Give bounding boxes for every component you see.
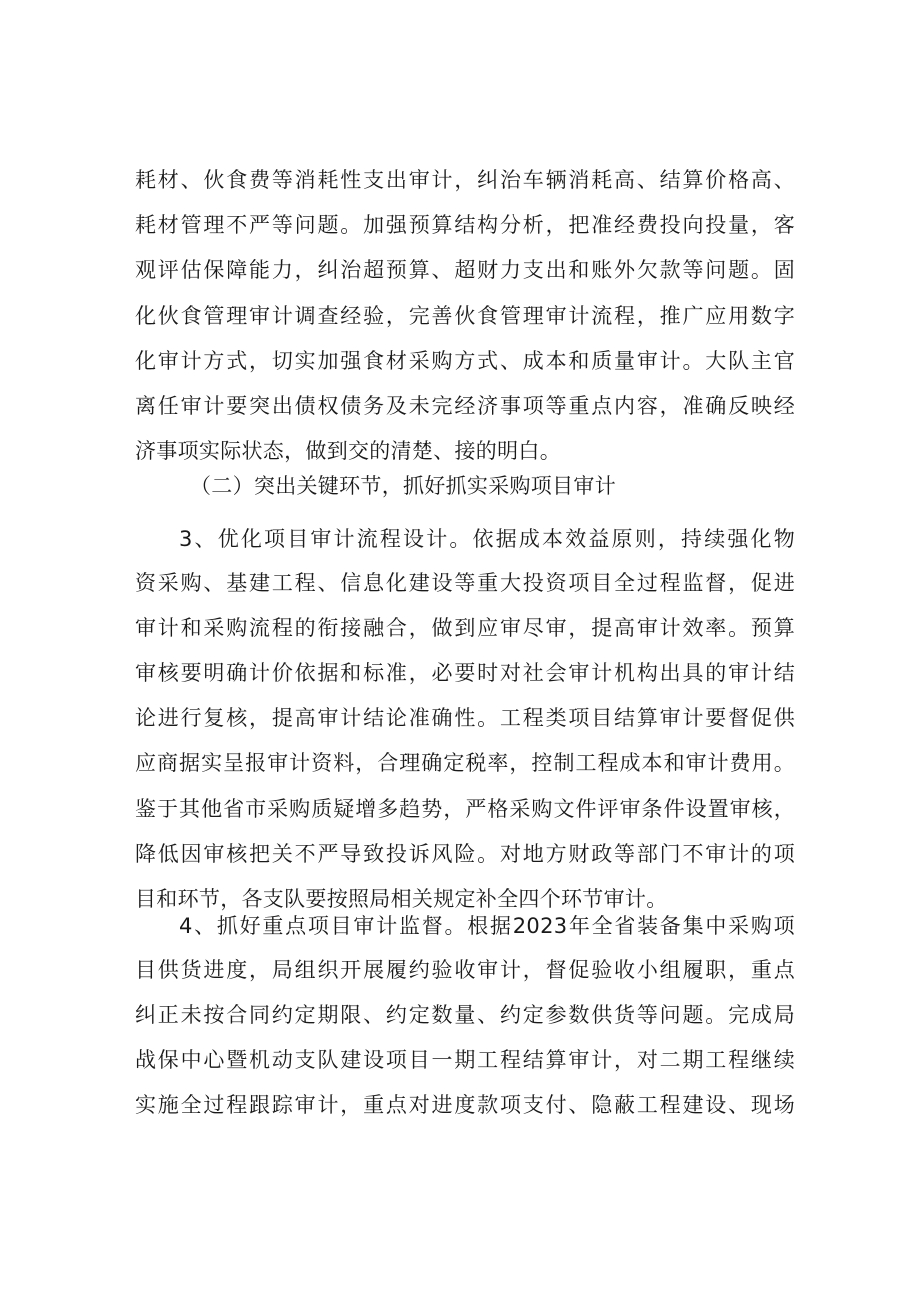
text-line: 化伙食管理审计调查经验，完善伙食管理审计流程，推广应用数字 (135, 304, 795, 328)
text-line: 耗材、伙食费等消耗性支出审计，纠治车辆消耗高、结算价格高、 (135, 168, 795, 192)
text-line: 观评估保障能力，纠治超预算、超财力支出和账外欠款等问题。固 (135, 258, 795, 282)
text-line: 实施全过程跟踪审计，重点对进度款项支付、隐蔽工程建设、现场 (135, 1093, 795, 1117)
text-line: 离任审计要突出债权债务及未完经济事项等重点内容，准确反映经 (135, 394, 795, 418)
text-line: 资采购、基建工程、信息化建设等重大投资项目全过程监督，促进 (135, 571, 795, 595)
text-line: 降低因审核把关不严导致投诉风险。对地方财政等部门不审计的项 (135, 842, 795, 866)
text-line: 济事项实际状态，做到交的清楚、接的明白。 (135, 439, 561, 463)
text-line: 3、优化项目审计流程设计。依据成本效益原则，持续强化物 (179, 527, 795, 551)
text-line: 审核要明确计价依据和标准，必要时对社会审计机构出具的审计结 (135, 661, 795, 685)
text-line: 鉴于其他省市采购质疑增多趋势，严格采购文件评审条件设置审核， (135, 797, 795, 821)
text-line: 目供货进度，局组织开展履约验收审计，督促验收小组履职，重点 (135, 958, 795, 982)
text-line: 纠正未按合同约定期限、约定数量、约定参数供货等问题。完成局 (135, 1003, 795, 1027)
text-line: 审计和采购流程的衔接融合，做到应审尽审，提高审计效率。预算 (135, 616, 795, 640)
section-heading: （二）突出关键环节，抓好抓实采购项目审计 (190, 474, 616, 498)
text-line: 战保中心暨机动支队建设项目一期工程结算审计，对二期工程继续 (135, 1048, 795, 1072)
text-line: 耗材管理不严等问题。加强预算结构分析，把准经费投向投量，客 (135, 213, 795, 237)
text-line: 论进行复核，提高审计结论准确性。工程类项目结算审计要督促供 (135, 706, 795, 730)
text-line: 化审计方式，切实加强食材采购方式、成本和质量审计。大队主官 (135, 349, 795, 373)
text-line: 应商据实呈报审计资料，合理确定税率，控制工程成本和审计费用。 (135, 751, 795, 775)
text-line: 目和环节，各支队要按照局相关规定补全四个环节审计。 (135, 887, 668, 911)
text-line: 4、抓好重点项目审计监督。根据2023年全省装备集中采购项 (179, 914, 795, 938)
